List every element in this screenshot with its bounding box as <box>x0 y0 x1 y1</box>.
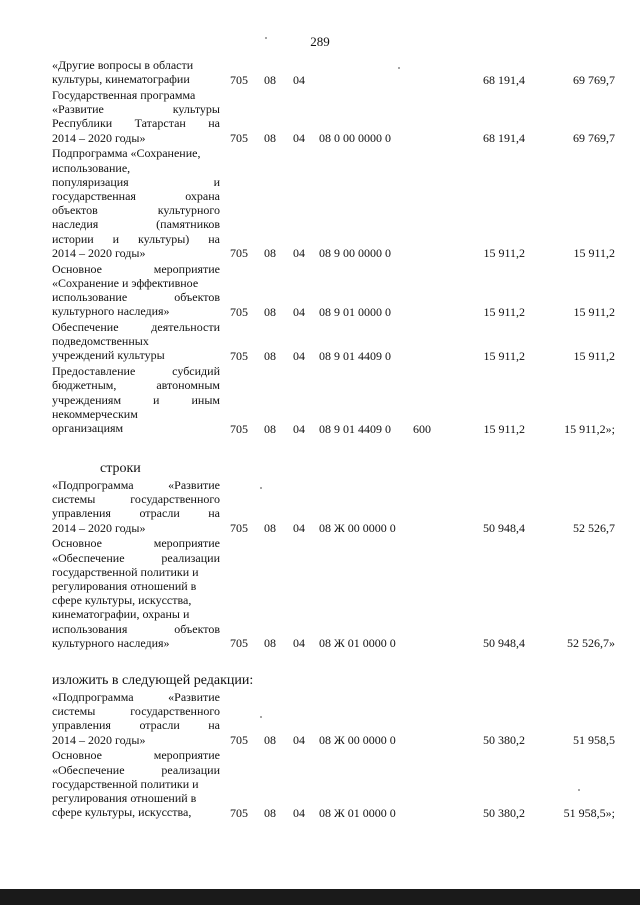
name-line: «Обеспечение реализации <box>52 550 220 565</box>
budget-item-name <box>52 748 220 819</box>
budget-item-name <box>52 88 220 145</box>
budget-item-name <box>52 536 220 650</box>
budget-item-name <box>52 478 220 535</box>
budget-item-name <box>52 690 220 747</box>
name-line: использования объектов <box>52 621 220 636</box>
name-line: государственной политики и <box>52 776 199 791</box>
subsection-code: 04 <box>293 246 305 261</box>
amount-year-2: 51 958,5 <box>573 733 615 748</box>
subsection-code: 04 <box>293 348 305 363</box>
name-line: культуры, кинематографии <box>52 72 190 87</box>
subsection-code: 04 <box>293 636 305 651</box>
name-line: Республики Татарстан на <box>52 116 220 131</box>
amount-year-1: 15 911,2 <box>483 246 525 261</box>
section-code: 08 <box>264 131 276 146</box>
amount-year-2: 52 526,7» <box>567 636 615 651</box>
ministry-code: 705 <box>230 72 248 87</box>
budget-row-values <box>230 349 615 363</box>
subsection-code: 04 <box>293 421 305 436</box>
ministry-code: 705 <box>230 304 248 319</box>
amount-year-2: 15 911,2 <box>573 348 615 363</box>
page-number: 289 <box>310 34 330 49</box>
ministry-code: 705 <box>230 131 248 146</box>
amount-year-1: 68 191,4 <box>483 72 525 87</box>
budget-row-values <box>230 246 615 260</box>
name-line: сфере культуры, искусства, <box>52 593 192 608</box>
target-article-code: 08 0 00 0000 0 <box>319 131 391 146</box>
budget-row-values <box>230 733 615 747</box>
name-line: Основное мероприятие <box>52 536 220 551</box>
scan-speck <box>398 67 400 69</box>
name-line: кинематографии, охраны и <box>52 607 190 622</box>
amount-year-2: 15 911,2»; <box>564 421 615 436</box>
target-article-code: 08 9 01 0000 0 <box>319 304 391 319</box>
section-code: 08 <box>264 636 276 651</box>
name-line: учреждений культуры <box>52 348 165 363</box>
budget-row-values <box>230 73 615 87</box>
name-line: 2014 – 2020 годы» <box>52 245 146 260</box>
name-line: сфере культуры, искусства, <box>52 805 192 820</box>
budget-row-values <box>230 305 615 319</box>
amount-year-2: 69 769,7 <box>573 72 615 87</box>
name-line: Обеспечение деятельности <box>52 320 220 334</box>
name-line: культурного наследия» <box>52 304 170 319</box>
ministry-code: 705 <box>230 348 248 363</box>
scan-speck <box>578 789 580 791</box>
ministry-code: 705 <box>230 521 248 536</box>
budget-item-name <box>52 364 220 435</box>
name-line: организациям <box>52 421 124 435</box>
name-line: системы государственного <box>52 492 220 507</box>
section-code: 08 <box>264 246 276 261</box>
name-line: учреждениям и иным <box>52 392 220 407</box>
budget-row-values <box>230 806 615 820</box>
name-line: использование, <box>52 160 131 175</box>
name-line: бюджетным, автономным <box>52 378 220 393</box>
scan-speck <box>260 487 262 489</box>
amount-year-1: 50 948,4 <box>483 636 525 651</box>
ministry-code: 705 <box>230 246 248 261</box>
name-line: некоммерческим <box>52 406 138 421</box>
subsection-code: 04 <box>293 733 305 748</box>
target-article-code: 08 9 01 4409 0 <box>319 348 391 363</box>
subsection-code: 04 <box>293 805 305 820</box>
budget-row-values <box>230 521 615 535</box>
target-article-code: 08 Ж 01 0000 0 <box>319 805 396 820</box>
subsection-code: 04 <box>293 521 305 536</box>
budget-row-values <box>230 131 615 145</box>
target-article-code: 08 Ж 00 0000 0 <box>319 521 396 536</box>
name-line: «Развитие культуры <box>52 102 220 117</box>
name-line: «Другие вопросы в области <box>52 58 194 72</box>
scan-speck <box>265 37 267 39</box>
amount-year-2: 15 911,2 <box>573 246 615 261</box>
name-line: управления отрасли на <box>52 506 220 521</box>
amount-year-2: 52 526,7 <box>573 521 615 536</box>
name-line: 2014 – 2020 годы» <box>52 732 146 747</box>
amount-year-2: 15 911,2 <box>573 304 615 319</box>
amount-year-2: 51 958,5»; <box>563 805 615 820</box>
name-line: «Сохранение и эффективное <box>52 275 199 290</box>
target-article-code: 08 Ж 00 0000 0 <box>319 733 396 748</box>
section-code: 08 <box>264 72 276 87</box>
ministry-code: 705 <box>230 733 248 748</box>
budget-item-name <box>52 58 220 86</box>
section-code: 08 <box>264 348 276 363</box>
ministry-code: 705 <box>230 805 248 820</box>
subsection-code: 04 <box>293 304 305 319</box>
name-line: системы государственного <box>52 704 220 719</box>
expense-type-code: 600 <box>413 421 431 436</box>
scan-edge-bar <box>0 889 640 905</box>
target-article-code: 08 9 01 4409 0 <box>319 421 391 436</box>
section-code: 08 <box>264 304 276 319</box>
budget-item-name <box>52 262 220 319</box>
replace-heading: изложить в следующей редакции: <box>52 673 254 688</box>
section-code: 08 <box>264 805 276 820</box>
name-line: Государственная программа <box>52 88 196 102</box>
name-line: «Подпрограмма «Развитие <box>52 690 220 704</box>
amount-year-2: 69 769,7 <box>573 131 615 146</box>
name-line: 2014 – 2020 годы» <box>52 520 146 535</box>
amount-year-1: 15 911,2 <box>483 421 525 436</box>
name-line: использование объектов <box>52 290 220 304</box>
name-line: объектов культурного <box>52 203 220 218</box>
target-article-code: 08 9 00 0000 0 <box>319 246 391 261</box>
name-line: «Подпрограмма «Развитие <box>52 478 220 492</box>
name-line: истории и культуры) на <box>52 231 220 246</box>
budget-row-values <box>230 636 615 650</box>
name-line: государственная охрана <box>52 189 220 203</box>
amount-year-1: 15 911,2 <box>483 348 525 363</box>
name-line: Основное мероприятие <box>52 748 220 763</box>
ministry-code: 705 <box>230 636 248 651</box>
section-code: 08 <box>264 421 276 436</box>
amount-year-1: 50 380,2 <box>483 805 525 820</box>
amount-year-1: 15 911,2 <box>483 304 525 319</box>
name-line: регулирования отношений в <box>52 579 197 593</box>
budget-row-values <box>230 422 615 436</box>
name-line: Основное мероприятие <box>52 261 220 276</box>
name-line: регулирования отношений в <box>52 791 197 805</box>
amount-year-1: 68 191,4 <box>483 131 525 146</box>
ministry-code: 705 <box>230 421 248 436</box>
amount-year-1: 50 380,2 <box>483 733 525 748</box>
name-line: «Обеспечение реализации <box>52 762 220 777</box>
scan-speck <box>260 716 262 718</box>
name-line: культурного наследия» <box>52 635 170 650</box>
subsection-code: 04 <box>293 72 305 87</box>
name-line: Подпрограмма «Сохранение, <box>52 146 201 161</box>
name-line: 2014 – 2020 годы» <box>52 130 146 145</box>
name-line: подведомственных <box>52 334 149 349</box>
amount-year-1: 50 948,4 <box>483 521 525 536</box>
name-line: управления отрасли на <box>52 718 220 733</box>
section-code: 08 <box>264 733 276 748</box>
name-line: Предоставление субсидий <box>52 364 220 379</box>
budget-item-name <box>52 320 220 363</box>
name-line: популяризация и <box>52 174 220 189</box>
name-line: государственной политики и <box>52 564 199 579</box>
budget-item-name <box>52 146 220 260</box>
target-article-code: 08 Ж 01 0000 0 <box>319 636 396 651</box>
name-line: наследия (памятников <box>52 217 220 232</box>
rows-heading: строки <box>100 461 141 476</box>
subsection-code: 04 <box>293 131 305 146</box>
section-code: 08 <box>264 521 276 536</box>
